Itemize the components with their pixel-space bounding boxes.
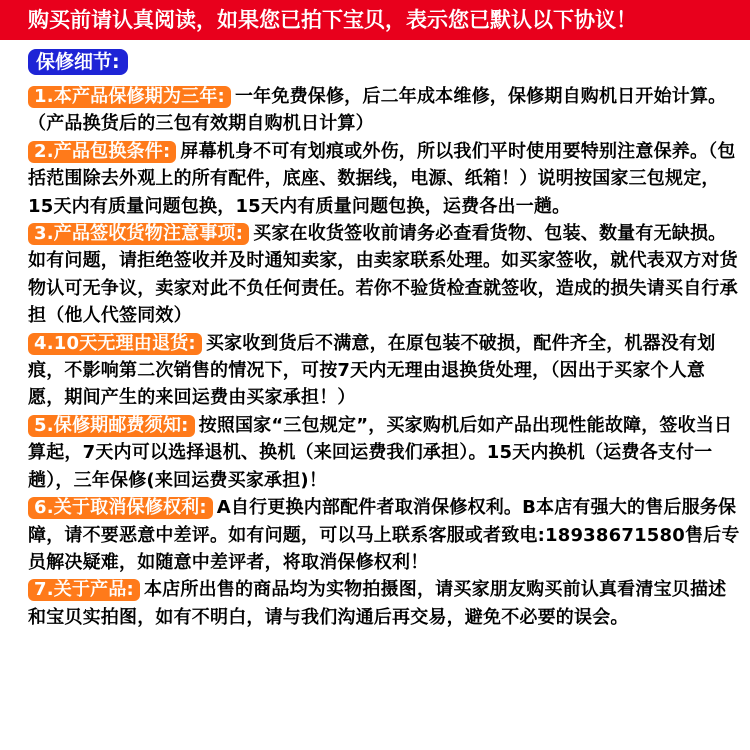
section-text: A自行更换内部配件者取消保修权利。B本店有强大的售后服务保障，请不要恶意中差评。如有问题，可以马上联系客服或者致电:18938671580售后专员解决疑难，如随意中差评者，将取消保修权利！ xyxy=(28,497,740,573)
warning-banner: 购买前请认真阅读，如果您已拍下宝贝，表示您已默认以下协议！ xyxy=(0,0,750,40)
section-label: 4.10天无理由退货: xyxy=(28,333,202,355)
terms-list xyxy=(28,83,740,631)
section-warranty-period xyxy=(28,83,740,138)
section-exchange-conditions xyxy=(28,138,740,220)
section-text: 屏幕机身不可有划痕或外伤，所以我们平时使用要特别注意保养。（包括范围除去外观上的所有配件，底座、数据线，电源、纸箱！）说明按国家三包规定，15天内有质量问题包换，15天内有质量问题包换，运费各出一趟。 xyxy=(28,140,736,217)
section-text: 买家在收货签收前请务必查看货物、包装、数量有无缺损。如有问题，请拒绝签收并及时通知卖家，由卖家联系处理。如买家签收，就代表双方对货物认可无争议，卖家对此不负任何责任。若你不验货检查就签收，造成的损失请买自行承担（他人代签同效） xyxy=(28,223,738,327)
section-label: 6.关于取消保修权利: xyxy=(28,497,213,519)
section-label: 3.产品签收货物注意事项: xyxy=(28,223,249,245)
section-cancel-warranty xyxy=(28,494,740,576)
section-no-reason-return xyxy=(28,330,740,412)
section-text: 买家收到货后不满意，在原包装不破损，配件齐全，机器没有划痕，不影响第二次销售的情况下，可按7天内无理由退换货处理，（因出于买家个人意愿，期间产生的来回运费由买家承担！） xyxy=(28,332,716,409)
section-about-products xyxy=(28,576,740,631)
section-label: 2.产品包换条件: xyxy=(28,141,176,163)
section-text: 一年免费保修，后二年成本维修，保修期自购机日开始计算。（产品换货后的三包有效期自购机日计算） xyxy=(28,86,727,135)
section-label: 5.保修期邮费须知: xyxy=(28,415,195,437)
warranty-details-heading: 保修细节: xyxy=(28,49,128,75)
section-text: 本店所出售的商品均为实物拍摄图，请买家朋友购买前认真看清宝贝描述和宝贝实拍图，如有不明白，请与我们沟通后再交易，避免不必要的误会。 xyxy=(28,579,727,628)
section-text: 按照国家“三包规定”，买家购机后如产品出现性能故障，签收当日算起，7天内可以选择退机、换机（来回运费我们承担）。15天内换机（运费各支付一趟），三年保修(来回运费买家承担)！ xyxy=(28,414,733,491)
section-shipping-fees xyxy=(28,412,740,494)
section-label: 1.本产品保修期为三年: xyxy=(28,86,231,108)
section-label: 7.关于产品: xyxy=(28,579,140,601)
section-receipt-notes xyxy=(28,220,740,330)
